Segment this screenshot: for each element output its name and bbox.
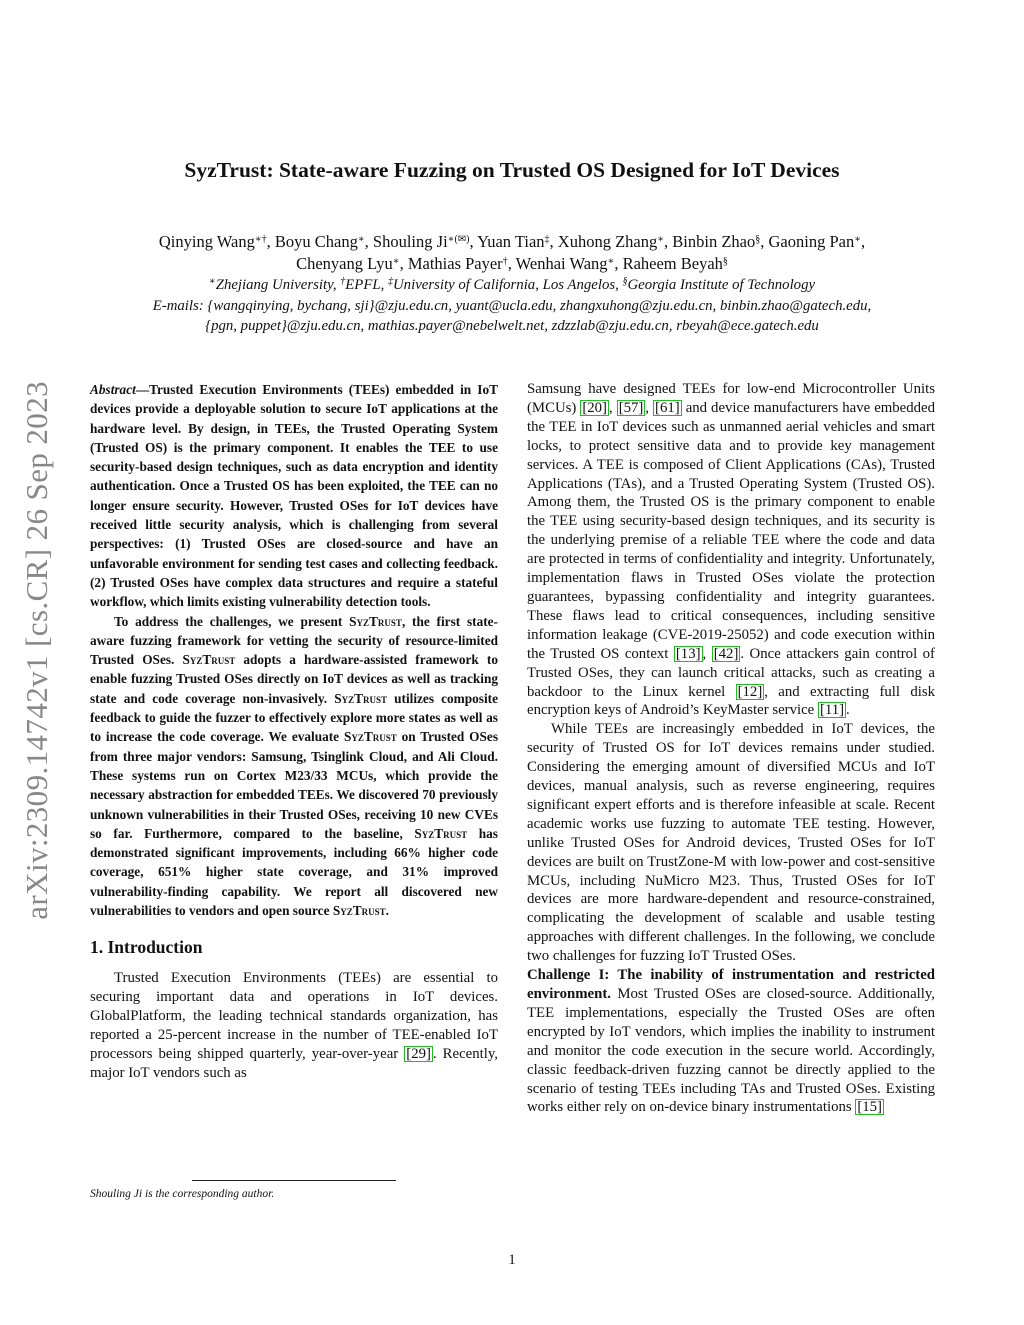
citation-link[interactable]: [15] xyxy=(857,1099,882,1116)
paper-title: SyzTrust: State-aware Fuzzing on Trusted OS Designed for IoT Devices xyxy=(184,158,840,182)
body-text: , xyxy=(608,399,617,416)
challenge-1-paragraph xyxy=(527,966,935,1117)
abstract-text: adopts a hardware-assisted framework to enable fuzzing Trusted OSes directly on IoT devices as well as tracking state and code coverage non-invasively. xyxy=(90,652,498,706)
author-name: , Mathias Payer xyxy=(399,254,503,273)
arxiv-sidebar-stamp xyxy=(14,355,60,945)
page-number: 1 xyxy=(508,1252,516,1268)
author-affiliation-mark: § xyxy=(755,234,761,245)
author-name: , Boyu Chang xyxy=(266,232,358,251)
body-text: . xyxy=(846,702,850,719)
abstract-text: —Trusted Execution Environments (TEEs) embedded in IoT devices provide a deployable solution to secure IoT applications at the hardware level. By design, in TEEs, the Trusted Operating System (Trusted OS) is the primary component. It enables the TEE to use security-based design techniques, such as data encryption and identity authentication. Once a Trusted OS has been exploited, the TEE can no longer ensure security. However, Trusted OSes for IoT devices have received little security analysis, which is challenging from several perspectives: (1) Trusted OSes are closed-source and have an unfavorable environment for sending test cases and collecting feedback. (2) Trusted OSes have complex data structures and require a stateful workflow, which limits existing vulnerability detection tools. xyxy=(90,382,498,610)
citation-link[interactable]: [29] xyxy=(406,1045,431,1062)
citation-link[interactable]: [61] xyxy=(655,399,680,416)
affiliation-mark: ‡ xyxy=(388,276,393,287)
author-name: , Binbin Zhao xyxy=(664,232,756,251)
section-heading-introduction: 1. Introduction xyxy=(90,937,203,958)
author-name: , Gaoning Pan xyxy=(760,232,855,251)
abstract-paragraph-1 xyxy=(90,380,498,612)
abstract-text: , the first state-aware fuzzing framework for vetting the security of resource-limited Trusted OSes. xyxy=(90,613,498,668)
author-affiliation-mark: ∗(✉) xyxy=(447,234,470,245)
author-affiliation-mark: ∗ xyxy=(854,234,861,245)
author-affiliation-mark: ‡ xyxy=(544,234,550,245)
arxiv-id-text: arXiv:2309.14742v1 [cs.CR] 26 Sep 2023 xyxy=(19,380,54,920)
affiliation-mark: † xyxy=(340,276,346,287)
abstract-text: on Trusted OSes from three major vendors: Samsung, Tsinglink Cloud, and Ali Cloud. These systems run on Cortex M23/33 MCUs, which provide the necessary abstraction for embedded TEEs. We discovered 70 previously unknown vulnerabilities in their Trusted OSes, receiving 10 new CVEs so far. Furthermore, compared to the baseline, xyxy=(90,729,499,841)
tool-name: SyzTrust xyxy=(334,690,388,706)
abstract-paragraph-2 xyxy=(90,612,498,921)
challenge-1-title: Challenge I: The inability of instrumentation and restricted environment. xyxy=(527,967,935,1002)
tool-name: SyzTrust xyxy=(343,729,397,745)
abstract-section xyxy=(90,380,498,920)
body-text: , xyxy=(702,645,712,662)
author-affiliation-mark: ∗† xyxy=(254,234,267,245)
footnote: Shouling Ji is the corresponding author. xyxy=(90,1188,275,1200)
body-text: Samsung have designed TEEs for low-end Microcontroller Units (MCUs) xyxy=(527,381,935,416)
abstract-text: utilizes composite feedback to guide the fuzzer to effectively explore more states as well as to increase the code coverage. We evaluate xyxy=(90,690,498,745)
body-text: , xyxy=(645,399,654,416)
author-list xyxy=(80,231,944,275)
affiliation-name: Georgia Institute of Technology xyxy=(627,277,816,293)
affiliation-name: University of California, Los Angelos, xyxy=(393,277,623,293)
email-line-1: E-mails: {wangqinying, bychang, sji}@zju.edu.cn, yuant@ucla.edu, zhangxuhong@zju.edu.cn, binbin.zhao@gatech.edu, xyxy=(152,297,872,314)
affiliation-mark: ∗ xyxy=(208,276,216,287)
citation-link[interactable]: [20] xyxy=(582,399,607,416)
author-affiliation-mark: ∗ xyxy=(657,234,665,245)
author-affiliation-mark: † xyxy=(502,256,508,267)
affiliations-block xyxy=(60,275,964,337)
author-separator: , xyxy=(861,232,866,251)
tool-name: SyzTrust xyxy=(414,825,468,841)
affiliation-line xyxy=(60,275,964,296)
citation-link[interactable]: [12] xyxy=(737,683,763,700)
citation-link[interactable]: [11] xyxy=(819,702,845,719)
author-affiliation-mark: § xyxy=(722,256,728,267)
abstract-lead: Abstract xyxy=(90,382,136,397)
author-name: Qinying Wang xyxy=(158,232,255,251)
body-text: . Once attackers gain control of Trusted OSes, they can launch critical attacks, such as creating a backdoor to the Linux kernel xyxy=(527,645,935,700)
body-text: and device manufacturers have embedded the TEE in IoT devices such as unmanned aerial vehicles and smart locks, to protect sensitive data and to provide key management services. A TEE is composed of Client Applications (CAs), Trusted Applications (TAs), and a Trusted Operating System (Trusted OS). Among them, the Trusted OS is the primary component to enable the TEE using security-based design techniques, and its security is the underlying premise of a reliable TEE where the code and data are protected in terms of confidentiality and integrity. Unfortunately, implementation flaws in Trusted OSes violate the protection guarantees, bypassing confidentiality and integrity guarantees. These flaws lead to critical consequences, including sensitive information leakage (CVE-2019-25052) and code execution within the Trusted OS context xyxy=(527,399,936,662)
body-text: Trusted Execution Environments (TEEs) are essential to securing important data and operations in IoT devices. GlobalPlatform, the leading technical standards organization, has reported a 25-percent increase in the number of TEE-enabled IoT processors being shipped quarterly, year-over-year xyxy=(90,970,498,1062)
author-name: , Wenhai Wang xyxy=(507,254,608,273)
author-name: Chenyang Lyu xyxy=(296,254,393,273)
abstract-text: has demonstrated significant improvements, including 66% higher code coverage, 651% higher state coverage, and 31% improved vulnerability-finding capability. We report all discovered new vulnerabilities to vendors and open source xyxy=(90,825,498,919)
body-text: , and extracting full disk encryption keys of Android’s KeyMaster service xyxy=(527,683,936,719)
abstract-text: . xyxy=(385,903,389,919)
tool-name: SyzTrust xyxy=(332,903,386,919)
footnote-divider xyxy=(192,1180,396,1181)
right-column xyxy=(527,380,935,1117)
intro-paragraph-3: While TEEs are increasingly embedded in IoT devices, the security of Trusted OS for IoT devices remains under studied. Considering the emerging amount of diversified MCUs and IoT devices, manual analysis, such as reverse engineering, requires significant expert efforts and is therefore infeasible at scale. Recent academic works use fuzzing to automate TEE testing. However, unlike Trusted OSes for Android devices, Trusted OSes for IoT devices are built on TrustZone-M with low-power and cost-sensitive MCUs, including NuMicro M23. Thus, Trusted OSes for IoT devices are more hardware-dependent and resource-constrained, complicating the development of scalable and usable testing approaches with different challenges. In the following, we conclude two challenges for fuzzing IoT Trusted OSes. xyxy=(527,721,935,965)
author-affiliation-mark: ∗ xyxy=(607,256,615,267)
tool-name: SyzTrust xyxy=(349,613,402,629)
email-line-2: {pgn, puppet}@zju.edu.cn, mathias.payer@nebelwelt.net, zdzzlab@zju.edu.cn, rbeyah@ece.gatech.edu xyxy=(205,318,819,334)
author-affiliation-mark: ∗ xyxy=(392,256,400,267)
intro-paragraph-2 xyxy=(527,380,935,720)
affiliation-name: EPFL, xyxy=(345,277,388,293)
body-text: . Recently, major IoT vendors such as xyxy=(90,1045,499,1081)
author-name: , Xuhong Zhang xyxy=(549,232,658,251)
body-text: Most Trusted OSes are closed-source. Additionally, TEE implementations, especially the Trusted OSes are often encrypted by IoT vendors, which implies the inability to instrument and monitor the code execution in the secure world. Accordingly, classic feedback-driven fuzzing cannot be directly applied to the scenario of testing TEEs including TAs and Trusted OSes. Existing works either rely on on-device binary instrumentations xyxy=(527,986,935,1116)
author-name: , Yuan Tian xyxy=(469,232,545,251)
citation-link[interactable]: [57] xyxy=(618,399,644,416)
tool-name: SyzTrust xyxy=(182,652,236,668)
citation-link[interactable]: [42] xyxy=(713,645,739,662)
abstract-text: To address the challenges, we present xyxy=(114,613,350,629)
author-name: , Raheem Beyah xyxy=(614,254,723,273)
citation-link[interactable]: [13] xyxy=(675,645,701,662)
affiliation-name: Zhejiang University, xyxy=(215,277,341,293)
author-name: , Shouling Ji xyxy=(364,232,448,251)
author-affiliation-mark: ∗ xyxy=(357,234,365,245)
left-column xyxy=(90,380,498,1083)
intro-paragraph-1 xyxy=(90,969,498,1082)
affiliation-mark: § xyxy=(622,276,628,287)
